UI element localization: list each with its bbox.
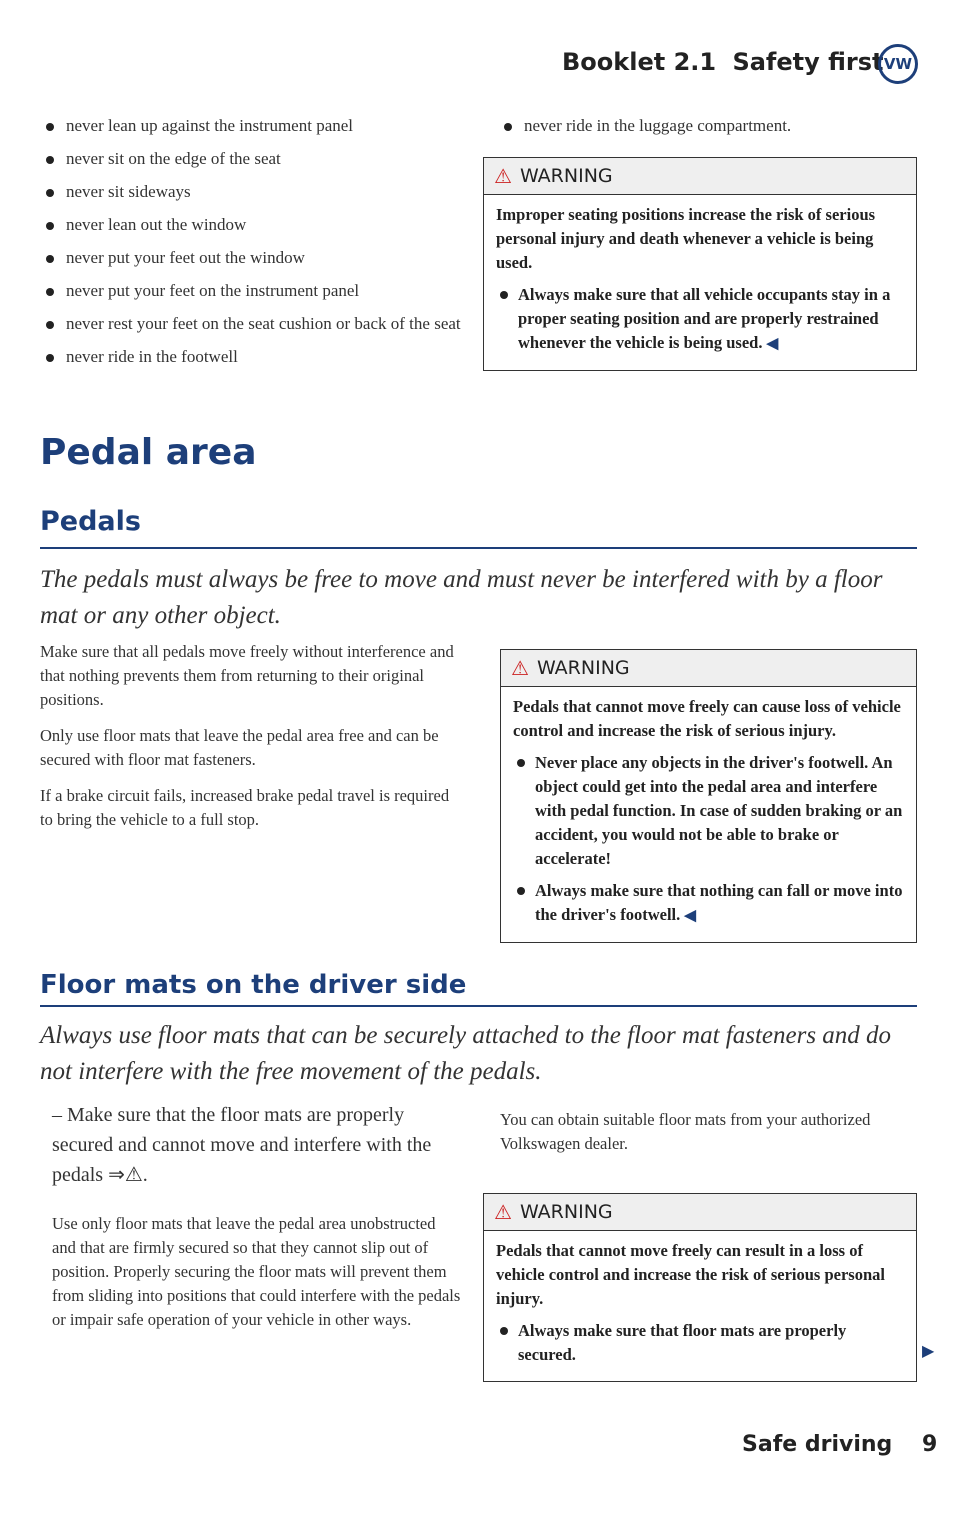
end-marker-icon: ◀	[766, 336, 779, 352]
warning-triangle-icon: ⚠	[494, 164, 512, 188]
warning-header	[484, 1194, 916, 1231]
list-item: never lean out the window	[40, 213, 470, 237]
warning-text: Pedals that cannot move freely can result in a loss of vehicle control and increase the risk of serious personal injury.	[496, 1241, 885, 1308]
list-item: never sit on the edge of the seat	[40, 147, 470, 171]
section-title: Pedal area	[40, 432, 257, 473]
list-item: never lean up against the instrument panel	[40, 114, 470, 138]
pedals-body	[40, 640, 465, 844]
warning-header	[501, 650, 916, 687]
warning-triangle-icon: ⚠	[511, 656, 529, 680]
warning-bullet: Always make sure that nothing can fall or move into the driver's footwell.	[535, 881, 903, 924]
list-item: never rest your feet on the seat cushion or back of the seat	[40, 312, 470, 336]
chapter-title: Safety first	[732, 48, 884, 76]
warning-text: Improper seating positions increase the risk of serious personal injury and death whenever a vehicle is being used.	[496, 205, 876, 272]
pedals-intro: The pedals must always be free to move and must never be interfered with by a floor mat or any other object.	[40, 566, 883, 629]
floor-mats-intro: Always use floor mats that can be securely attached to the floor mat fasteners and do not interfere with the free movement of the pedals.	[40, 1022, 892, 1085]
warning-bullet: Always make sure that all vehicle occupants stay in a proper seating position and are properly restrained whenever the vehicle is being used.	[518, 285, 891, 352]
warning-header	[484, 158, 916, 195]
warning-bullet: Never place any objects in the driver's footwell. An object could get into the pedal area and interfere with pedal function. In case of sudden braking or an accident, you would not be able to brake or accelerate!	[513, 751, 904, 871]
warning-bullet: Always make sure that floor mats are properly secured.	[496, 1319, 904, 1367]
luggage-rule-list	[498, 114, 918, 147]
end-marker-icon: ◀	[684, 908, 696, 924]
booklet-number: Booklet 2.1	[562, 48, 717, 76]
warning-text: Pedals that cannot move freely can cause loss of vehicle control and increase the risk of serious injury.	[513, 697, 901, 740]
warning-label: WARNING	[536, 657, 630, 679]
list-item: never sit sideways	[40, 180, 470, 204]
instruction-step: – Make sure that the floor mats are properly secured and cannot move and interfere with the pedals ⇒⚠.	[52, 1104, 432, 1186]
subsection-title: Pedals	[40, 506, 141, 537]
section-divider	[40, 1005, 917, 1007]
paragraph: If a brake circuit fails, increased brake pedal travel is required to bring the vehicle to a full stop.	[40, 786, 450, 829]
section-divider	[40, 547, 917, 549]
seating-rules-list	[40, 114, 470, 378]
list-item: never ride in the luggage compartment.	[498, 114, 918, 138]
logo-text: VW	[883, 55, 913, 73]
paragraph: Only use floor mats that leave the pedal area free and can be secured with floor mat fasteners.	[40, 726, 439, 769]
list-item: never ride in the footwell	[40, 345, 470, 369]
warning-triangle-icon: ⚠	[494, 1200, 512, 1224]
paragraph: Make sure that all pedals move freely without interference and that nothing prevents them from returning to their original positions.	[40, 642, 454, 709]
list-item: never put your feet on the instrument panel	[40, 279, 470, 303]
page-footer	[742, 1432, 937, 1457]
warning-box-seating	[483, 157, 917, 371]
list-item: never put your feet out the window	[40, 246, 470, 270]
continue-arrow-icon: ▶	[922, 1343, 935, 1360]
paragraph: Use only floor mats that leave the pedal area unobstructed and that are firmly secured so that they cannot slip out of position. Properly securing the floor mats will prevent them from sliding into positions that could interfere with the pedals or impair safe operation of your vehicle in other ways.	[52, 1214, 461, 1329]
vw-logo-icon	[878, 44, 918, 84]
warning-box-floor-mats	[483, 1193, 917, 1382]
warning-label: WARNING	[519, 165, 613, 187]
warning-label: WARNING	[519, 1201, 613, 1223]
paragraph: You can obtain suitable floor mats from your authorized Volkswagen dealer.	[500, 1110, 871, 1153]
page-number: 9	[921, 1432, 938, 1457]
booklet-header	[562, 48, 884, 76]
subsection-title: Floor mats on the driver side	[40, 970, 467, 1000]
footer-section: Safe driving	[742, 1432, 893, 1457]
warning-box-pedals	[500, 649, 917, 943]
